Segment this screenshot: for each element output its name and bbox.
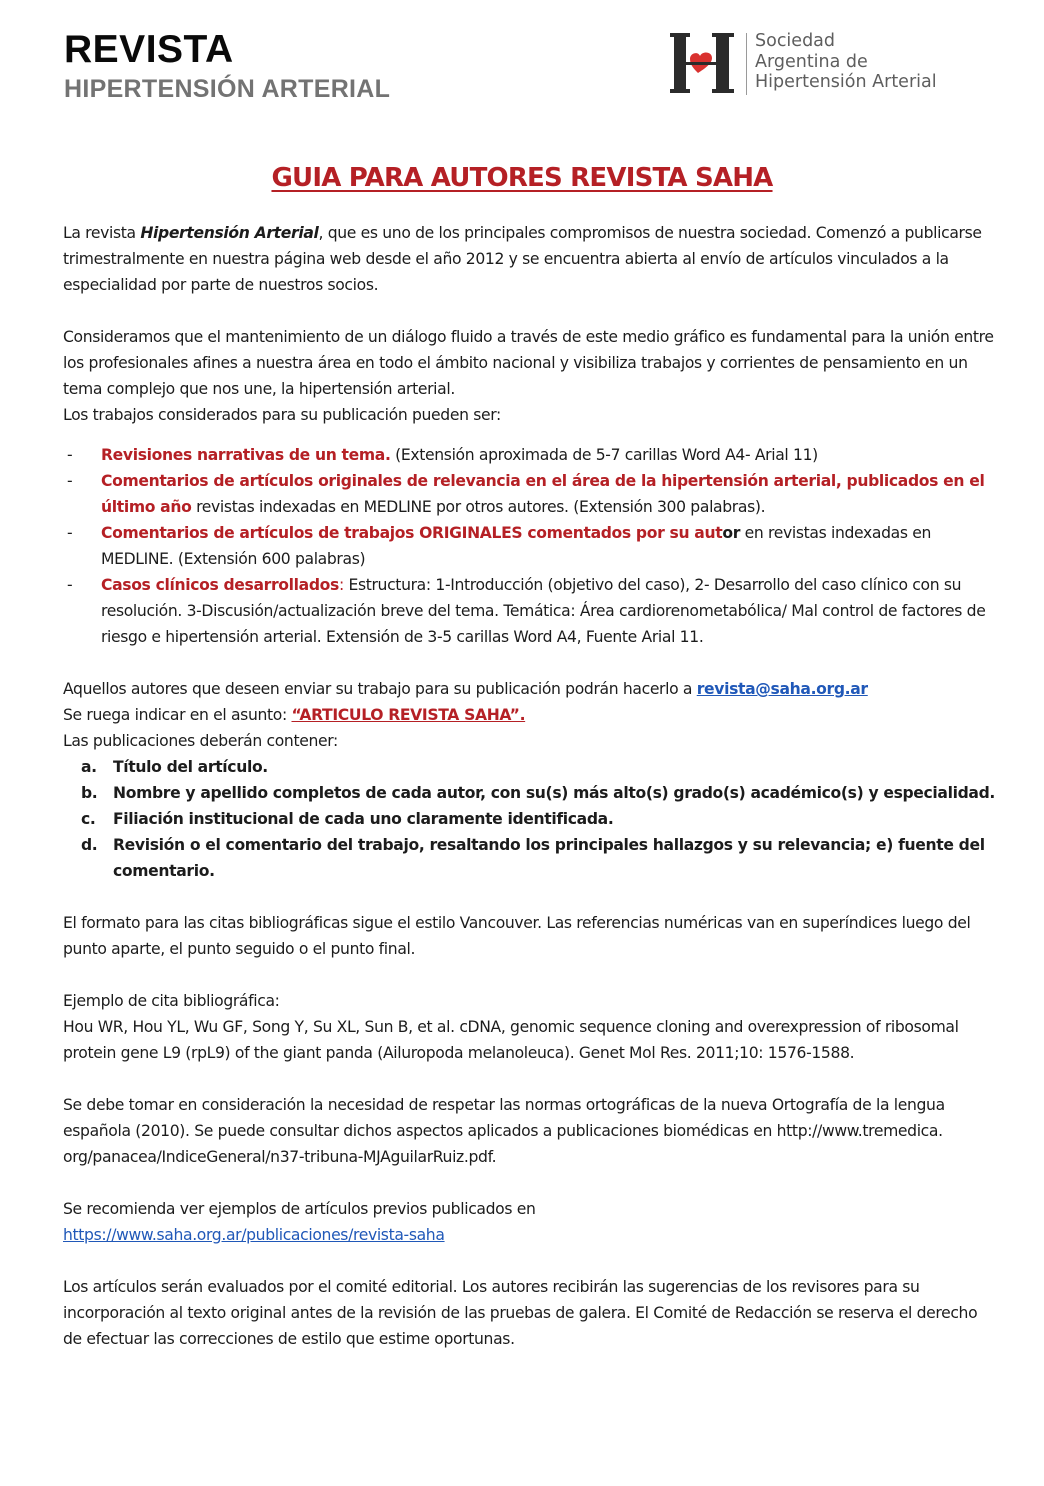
page-title-wrap — [0, 163, 1044, 193]
submission-paragraph: Aquellos autores que deseen enviar su trabajo para su publicación podrán hacerlo a revista@saha.org.ar — [63, 680, 868, 698]
required-content-item: b. Nombre y apellido completos de cada autor, con su(s) más alto(s) grado(s) académico(s) y especialidad. — [81, 784, 995, 802]
article-type-item: - Casos clínicos desarrollados: Estructura: 1-Introducción (objetivo del caso), 2- Desarrollo del caso clínico con su resolución. 3-Discusión/actualización breve del tema. Temática: Área cardiorenometabólica/ Mal control de factores de riesgo e hipertensión arterial. Extensión de 3-5 carillas Word A4, Fuente Arial 11. — [63, 572, 998, 650]
closing-paragraph: Los artículos serán evaluados por el comité editorial. Los autores recibirán las sugerencias de los revisores para su incorporación al texto original antes de la revisión de las pruebas de galera. El Comité de Redacción se reserva el derecho de efectuar las correcciones de estilo que estime oportunas. — [63, 1278, 978, 1348]
article-types-intro: Los trabajos considerados para su publicación pueden ser: — [63, 406, 501, 424]
article-type-item: - Comentarios de artículos originales de relevancia en el área de la hipertensión arterial, publicados en el último año revistas indexadas en MEDLINE por otros autores. (Extensión 300 palabras). — [63, 468, 998, 520]
saha-logo — [668, 31, 937, 95]
intro-rest: , que es uno de los principales compromisos de nuestra sociedad. Comenzó a publicarse trimestralmente en nuestra página web desde el año 2012 y se encuentra abierta al envío de artículos vinculados a la especialidad por parte de nuestros socios. — [63, 224, 982, 294]
orthography-paragraph: Se debe tomar en consideración la necesidad de respetar las normas ortográficas de la nueva Ortografía de la lengua española (2010). Se puede consultar dichos aspectos aplicados a publicaciones biomédicas en http://www.tremedica. org/panacea/IndiceGeneral/n37-tribuna-MJAguilarRuiz.pdf. — [63, 1096, 945, 1166]
required-contents-list — [63, 754, 998, 884]
dialogue-paragraph: Consideramos que el mantenimiento de un diálogo fluido a través de este medio gráfico es fundamental para la unión entre los profesionales afines a nuestra área en todo el ámbito nacional y visibiliza trabajos y corrientes de pensamiento en un tema complejo que nos une, la hipertensión arterial. — [63, 328, 994, 398]
document-body — [63, 220, 998, 1352]
journal-title: REVISTA — [64, 28, 234, 71]
logo-divider — [746, 33, 747, 95]
logo-text — [755, 31, 937, 93]
h-heart-logo-icon — [668, 31, 738, 95]
logo-line-3: Hipertensión Arterial — [755, 72, 937, 92]
subject-value: “ARTICULO REVISTA SAHA”. — [291, 706, 526, 724]
page-title: GUIA PARA AUTORES REVISTA SAHA — [271, 163, 773, 193]
citation-format-paragraph: El formato para las citas bibliográficas sigue el estilo Vancouver. Las referencias numéricas van en superíndices luego del punto aparte, el punto seguido o el punto final. — [63, 914, 971, 958]
intro-paragraph — [63, 220, 998, 298]
examples-link[interactable]: https://www.saha.org.ar/publicaciones/revista-saha — [63, 1226, 445, 1244]
citation-example-text: Hou WR, Hou YL, Wu GF, Song Y, Su XL, Sun B, et al. cDNA, genomic sequence cloning and overexpression of ribosomal protein gene L9 (rpL9) of the giant panda (Ailuropoda melanoleuca). Genet Mol Res. 2011;10: 1576-1588. — [63, 1018, 959, 1062]
required-content-item: d. Revisión o el comentario del trabajo, resaltando los principales hallazgos y su relevancia; e) fuente del comentario. — [81, 836, 985, 880]
required-content-item: c. Filiación institucional de cada uno claramente identificada. — [81, 810, 614, 828]
subject-instruction: Se ruega indicar en el asunto: “ARTICULO REVISTA SAHA”. — [63, 706, 526, 724]
email-link[interactable]: revista@saha.org.ar — [696, 680, 868, 698]
citation-example-label: Ejemplo de cita bibliográfica: — [63, 992, 280, 1010]
journal-masthead — [64, 30, 390, 104]
intro-prefix: La revista — [63, 224, 141, 242]
article-type-item: - Revisiones narrativas de un tema. (Extensión aproximada de 5-7 carillas Word A4- Arial 11) — [63, 442, 998, 468]
logo-line-1: Sociedad — [755, 31, 836, 51]
article-types-list — [63, 442, 998, 650]
logo-line-2: Argentina de — [755, 51, 868, 72]
journal-name: Hipertensión Arterial — [140, 224, 319, 242]
journal-subtitle: HIPERTENSIÓN ARTERIAL — [64, 75, 391, 103]
contents-label: Las publicaciones deberán contener: — [63, 732, 338, 750]
examples-text: Se recomienda ver ejemplos de artículos previos publicados en — [63, 1200, 536, 1218]
article-type-item: - Comentarios de artículos de trabajos ORIGINALES comentados por su autor en revistas indexadas en MEDLINE. (Extensión 600 palabras) — [63, 520, 998, 572]
required-content-item: a. Título del artículo. — [81, 758, 268, 776]
